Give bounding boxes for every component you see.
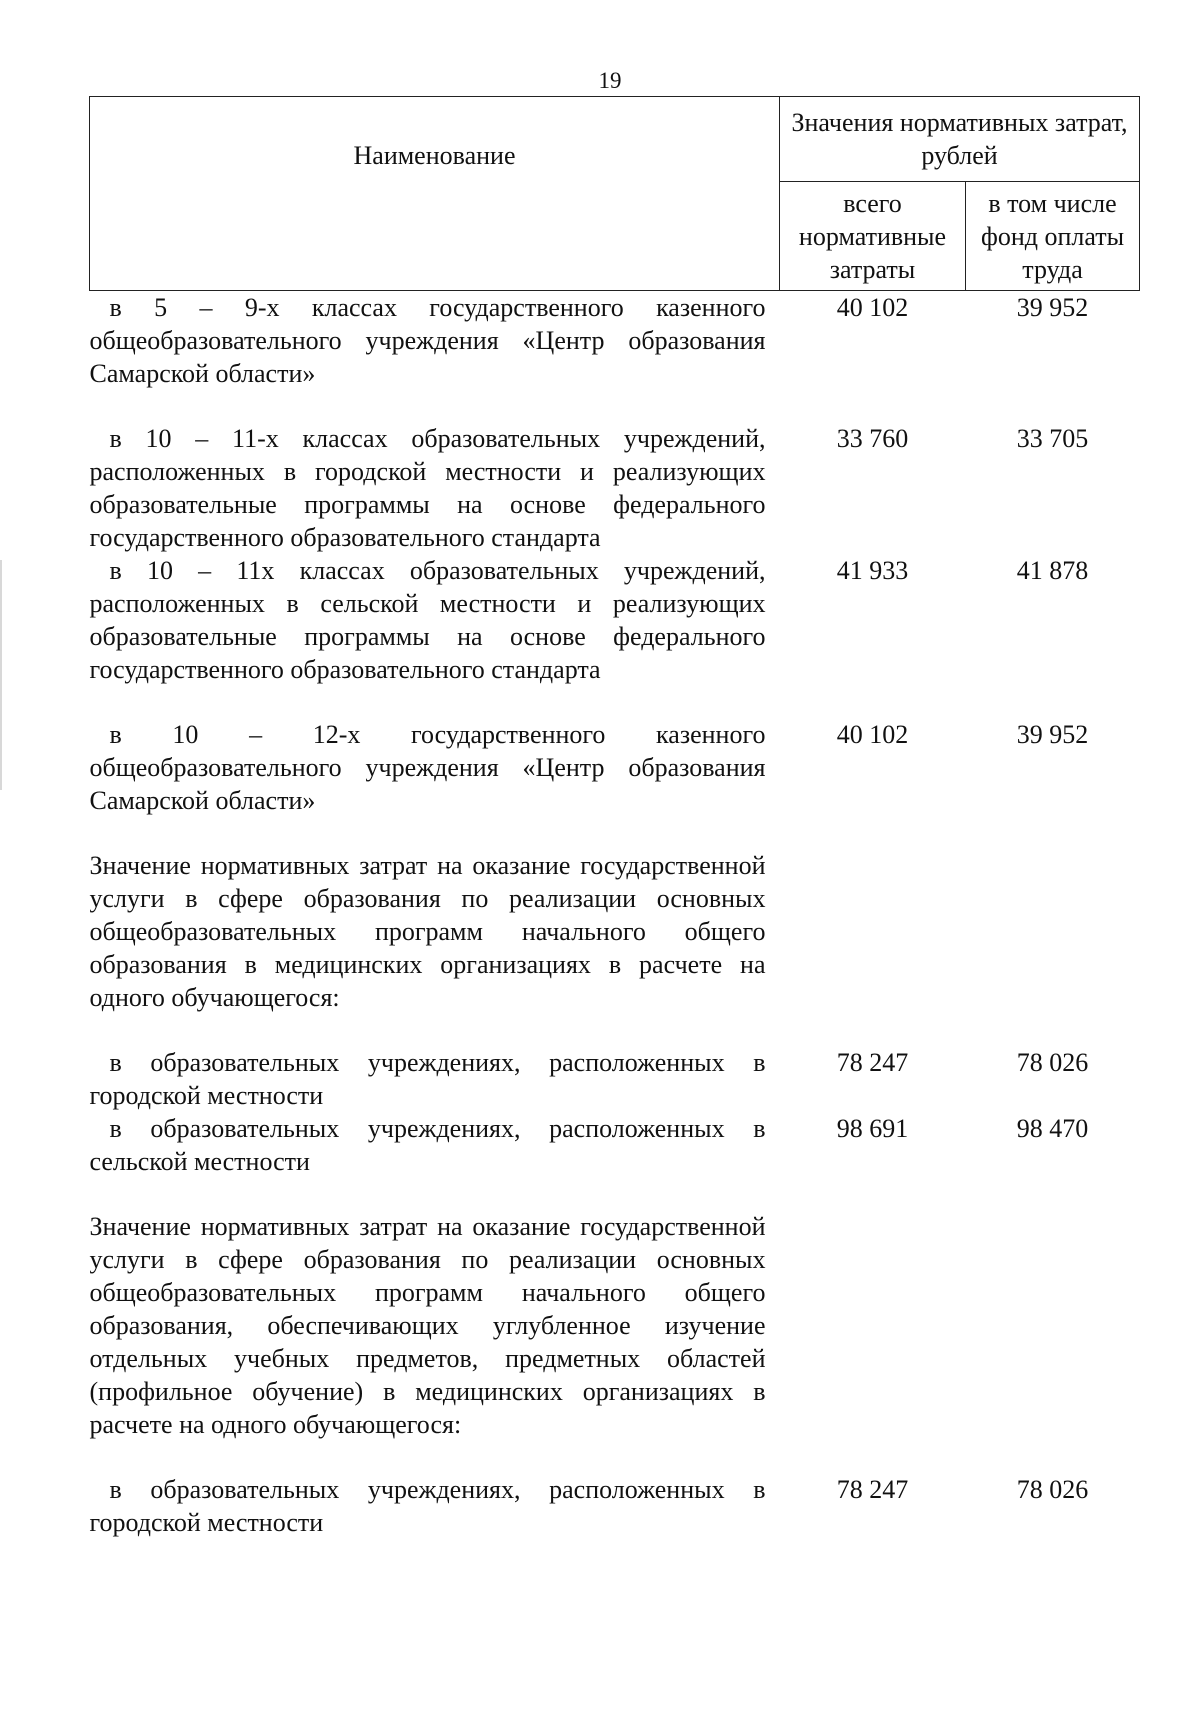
row-total (780, 849, 966, 1046)
row-wage (966, 849, 1140, 1046)
table-header (90, 97, 1140, 291)
row-wage (966, 1210, 1140, 1473)
row-wage: 39 952 (1016, 293, 1089, 322)
row-total: 40 102 (836, 720, 909, 749)
row-name: в образовательных учреждениях, расположенных в городской местности (89, 1048, 766, 1110)
row-total: 78 247 (836, 1475, 909, 1504)
row-name: в 10 – 11-х классах образовательных учреждений, расположенных в городской местности и реализующих образовательные программы на основе федерального государственного образовательного стандарта (89, 424, 766, 552)
row-total: 78 247 (836, 1048, 909, 1077)
row-wage: 39 952 (1016, 720, 1089, 749)
row-name: Значение нормативных затрат на оказание государственной услуги в сфере образования по реализации основных общеобразовательных программ начального общего образования, обеспечивающих углубленное изучение отдельных учебных предметов, предметных областей (профильное обучение) в медицинских организациях в расчете на одного обучающегося: (89, 1212, 766, 1439)
row-total: 40 102 (836, 293, 909, 322)
row-total: 41 933 (836, 556, 909, 585)
table-row (90, 718, 1140, 849)
table-row (90, 849, 1140, 1046)
row-name: в образовательных учреждениях, расположенных в сельской местности (89, 1114, 766, 1176)
scan-edge-mark (0, 560, 2, 790)
table-body (90, 291, 1140, 1540)
header-group: Значения нормативных затрат, рублей (780, 97, 1140, 182)
table-row (90, 291, 1140, 423)
row-wage: 41 878 (1016, 556, 1089, 585)
row-wage: 78 026 (1016, 1048, 1089, 1077)
row-wage: 78 026 (1016, 1475, 1089, 1504)
row-wage: 33 705 (1016, 424, 1089, 453)
table-row (90, 1210, 1140, 1473)
table-row (90, 1473, 1140, 1539)
table-row (90, 1112, 1140, 1210)
row-name: в 10 – 11х классах образовательных учреждений, расположенных в сельской местности и реализующих образовательные программы на основе федерального государственного образовательного стандарта (89, 556, 766, 684)
row-name: в 5 – 9-х классах государственного казенного общеобразовательного учреждения «Центр образования Самарской области» (89, 293, 766, 388)
row-total: 33 760 (836, 424, 909, 453)
row-name: в образовательных учреждениях, расположенных в городской местности (89, 1475, 766, 1537)
header-incl-wage: в том числе фонд оплаты труда (966, 182, 1140, 291)
normative-costs-table (89, 96, 1140, 1539)
table-row (90, 1046, 1140, 1112)
table-row (90, 554, 1140, 718)
header-total: всего нормативные затраты (780, 182, 966, 291)
row-wage: 98 470 (1016, 1114, 1089, 1143)
header-name: Наименование (90, 97, 780, 291)
page-number: 19 (598, 68, 622, 93)
row-total (780, 1210, 966, 1473)
row-name: Значение нормативных затрат на оказание государственной услуги в сфере образования по реализации основных общеобразовательных программ начального общего образования в медицинских организациях в расчете на одного обучающегося: (89, 851, 766, 1012)
table-row (90, 422, 1140, 554)
row-total: 98 691 (836, 1114, 909, 1143)
row-name: в 10 – 12-х государственного казенного общеобразовательного учреждения «Центр образования Самарской области» (89, 720, 766, 815)
